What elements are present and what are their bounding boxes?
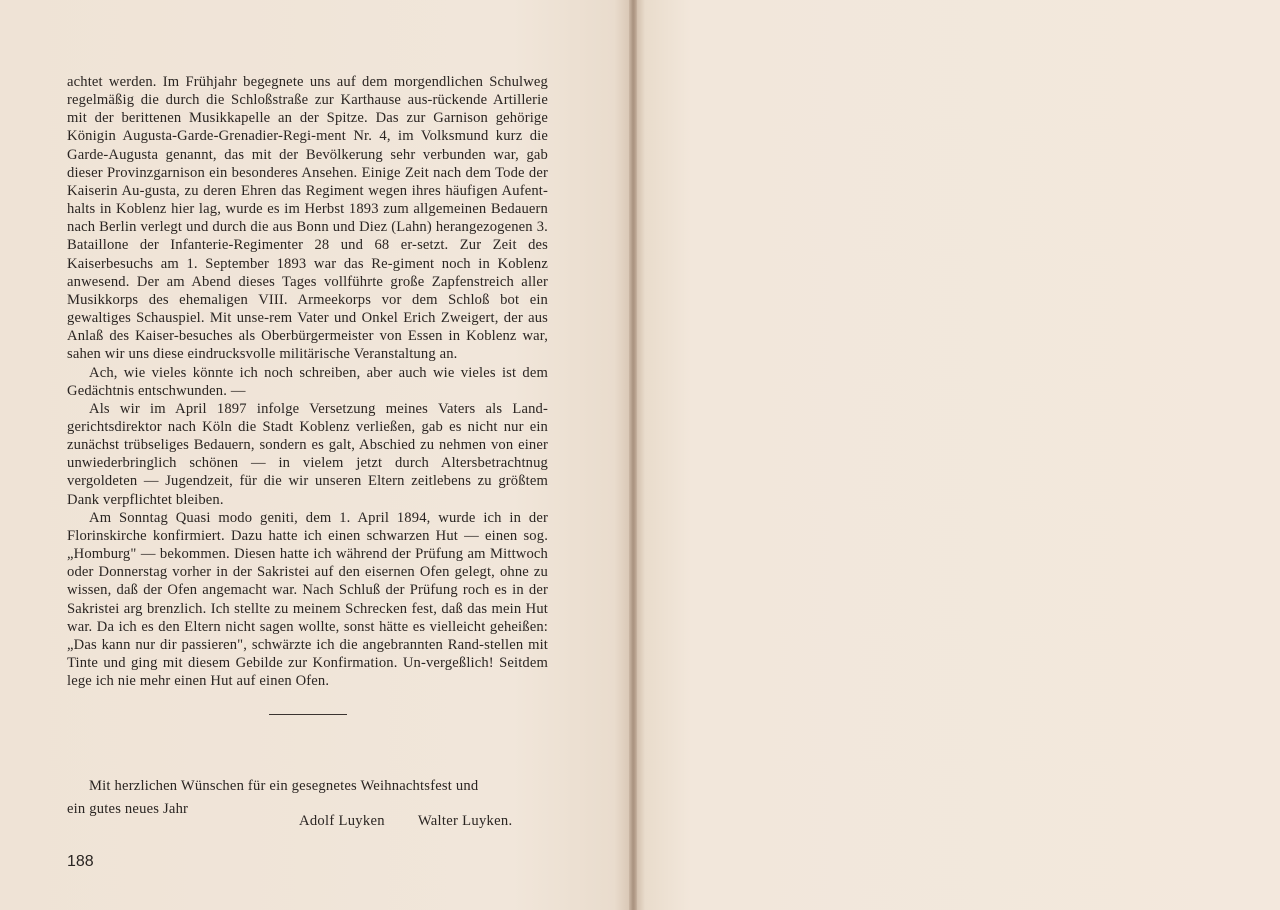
signature-adolf: Adolf Luyken: [299, 813, 385, 829]
signatures: [299, 813, 512, 830]
paragraph-2: Ach, wie vieles könnte ich noch schreiben, aber auch wie vieles ist dem Gedächtnis entschwunden. —: [67, 364, 548, 399]
paragraph-4: Am Sonntag Quasi modo geniti, dem 1. April 1894, wurde ich in der Florinskirche konfirmiert. Dazu hatte ich einen schwarzen Hut — einen sog. „Homburg" — bekommen. Diesen hatte ich während der Prüfung am Mittwoch oder Donnerstag vorher in der Sakristei auf den eisernen Ofen gelegt, ohne zu wissen, daß der Ofen angemacht war. Nach Schluß der Prüfung roch es in der Sakristei arg brenzlich. Ich stellte zu meinem Schrecken fest, daß das mein Hut war. Da ich es den Eltern nicht sagen wollte, sonst hätte es vielleicht geheißen: „Das kann nur dir passieren", schwärzte ich die angebrannten Rand-stellen mit Tinte und ging mit diesem Gebilde zur Konfirmation. Un-vergeßlich! Seitdem lege ich nie mehr einen Hut auf einen Ofen.: [67, 509, 548, 690]
closing-line-2: ein gutes neues Jahr: [67, 801, 189, 817]
paragraph-3: Als wir im April 1897 infolge Versetzung meines Vaters als Land-gerichtsdirektor nach Köln die Stadt Koblenz verließen, gab es nicht nur ein zunächst trübseliges Bedauern, sondern es galt, Abschied zu nehmen von einer unwiederbringlich schönen — in vielem jetzt durch Altersbetrachtnug vergoldeten — Jugendzeit, für die wir unseren Eltern zeitlebens zu größtem Dank verpflichtet bleiben.: [67, 400, 548, 508]
section-divider: [269, 714, 347, 715]
left-page: [0, 0, 632, 910]
page-number: 188: [67, 853, 94, 870]
paragraph-1: achtet werden. Im Frühjahr begegnete uns auf dem morgendlichen Schulweg regelmäßig die durch die Schloßstraße zur Karthause aus-rückende Artillerie mit der berittenen Musikkapelle an der Spitze. Das zur Garnison gehörige Königin Augusta-Garde-Grenadier-Regi-ment Nr. 4, im Volksmund kurz die Garde-Augusta genannt, das mit der Bevölkerung sehr verbunden war, gab dieser Provinzgarnison ein besonderes Ansehen. Einige Zeit nach dem Tode der Kaiserin Au-gusta, zu deren Ehren das Regiment wegen ihres häufigen Aufent-halts in Koblenz hier lag, wurde es im Herbst 1893 zum allgemeinen Bedauern nach Berlin verlegt und durch die aus Bonn und Diez (Lahn) herangezogenen 3. Bataillone der Infanterie-Regimenter 28 und 68 er-setzt. Zur Zeit des Kaiserbesuchs am 1. September 1893 war das Re-giment noch in Koblenz anwesend. Der am Abend dieses Tages vollführte große Zapfenstreich aller Musikkorps des ehemaligen VIII. Armeekorps vor dem Schloß bot ein gewaltiges Schauspiel. Mit unse-rem Vater und Onkel Erich Zweigert, der aus Anlaß des Kaiser-besuches als Oberbürgermeister von Essen in Koblenz war, sahen wir uns diese eindrucksvolle militärische Veranstaltung an.: [67, 74, 548, 363]
signature-walter: Walter Luyken.: [417, 813, 513, 829]
closing-line-1: Mit herzlichen Wünschen für ein gesegnetes Weihnachtsfest und: [89, 778, 479, 794]
body-text: [67, 73, 548, 690]
right-page-blank: [636, 0, 1280, 910]
